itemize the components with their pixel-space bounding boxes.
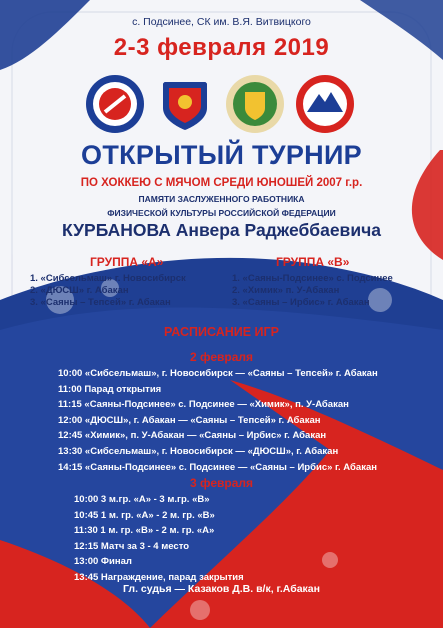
venue-text: с. Подсинее, СК им. В.Я. Витвицкого <box>132 16 311 28</box>
list-item: 13:00 Финал <box>74 556 132 568</box>
logos-row <box>0 74 443 144</box>
list-item: 3. «Саяны – Тепсей» г. Абакан <box>30 297 171 308</box>
list-item: 11:30 1 м. гр. «В» - 2 м. гр. «А» <box>74 525 215 537</box>
list-item: 11:15 «Саяны-Подсинее» с. Подсинее — «Химик», п. У-Абакан <box>58 399 349 411</box>
group-a-title: ГРУППА «А» <box>90 255 164 269</box>
day-1-schedule <box>58 366 438 475</box>
day-1-label: 2 февраля <box>189 350 254 364</box>
group-b-list <box>232 273 393 309</box>
list-item: 3. «Саяны – Ирбис» г. Абакан <box>232 297 370 308</box>
list-item: 12:45 «Химик», п. У-Абакан — «Саяны – Ирбис» г. Абакан <box>58 430 327 442</box>
list-item: 14:15 «Саяны-Подсинее» с. Подсинее — «Саяны – Ирбис» г. Абакан <box>58 461 377 473</box>
tournament-dates: 2-3 февраля 2019 <box>113 34 330 61</box>
list-item: 10:00 «Сибсельмаш», г. Новосибирск — «Саяны – Тепсей» г. Абакан <box>58 368 378 379</box>
schedule-title: РАСПИСАНИЕ ИГР <box>164 325 279 339</box>
title-line-3: ПАМЯТИ ЗАСЛУЖЕННОГО РАБОТНИКА <box>138 194 305 204</box>
list-item: 12:15 Матч за 3 - 4 место <box>74 540 190 552</box>
list-item: 11:00 Парад открытия <box>58 383 162 395</box>
list-item: 1. «Сибсельмаш» г. Новосибирск <box>30 273 186 284</box>
day-2-schedule <box>74 492 443 586</box>
list-item: 2. «Химик» п. У-Абакан <box>232 285 340 296</box>
list-item: 2. «ДЮСШ» г. Абакан <box>30 285 129 296</box>
khakassia-coat-of-arms-icon <box>155 74 215 134</box>
sayany-khakassia-club-logo-icon <box>295 74 355 134</box>
chief-judge: Гл. судья — Казаков Д.В. в/к, г.Абакан <box>123 583 320 595</box>
list-item: 13:30 «Сибсельмаш», г. Новосибирск — «ДЮСШ», г. Абакан <box>58 445 339 457</box>
list-item: 10:00 3 м.гр. «А» - 3 м.гр. «В» <box>74 494 210 505</box>
group-a-list <box>30 273 186 309</box>
day-2-label: 3 февраля <box>189 476 254 490</box>
honoree-name: КУРБАНОВА Анвера Раджеббаевича <box>62 220 381 240</box>
list-item: 1. «Саяны-Подсинее» с. Подсинее <box>232 273 393 284</box>
tournament-title: ОТКРЫТЫЙ ТУРНИР <box>81 140 362 170</box>
title-line-4: ФИЗИЧЕСКОЙ КУЛЬТУРЫ РОССИЙСКОЙ ФЕДЕРАЦИИ <box>107 208 336 218</box>
list-item: 10:45 1 м. гр. «А» - 2 м. гр. «В» <box>74 509 215 521</box>
list-item: 13:45 Награждение, парад закрытия <box>74 571 244 583</box>
title-line-2: ПО ХОККЕЮ С МЯЧОМ СРЕДИ ЮНОШЕЙ 2007 г.р. <box>80 177 363 189</box>
district-emblem-icon <box>225 74 285 134</box>
group-b-title: ГРУППА «В» <box>276 255 350 269</box>
list-item: 12:00 «ДЮСШ», г. Абакан — «Саяны – Тепсей» г. Абакан <box>58 414 321 426</box>
hockey-federation-logo-icon <box>85 74 145 134</box>
